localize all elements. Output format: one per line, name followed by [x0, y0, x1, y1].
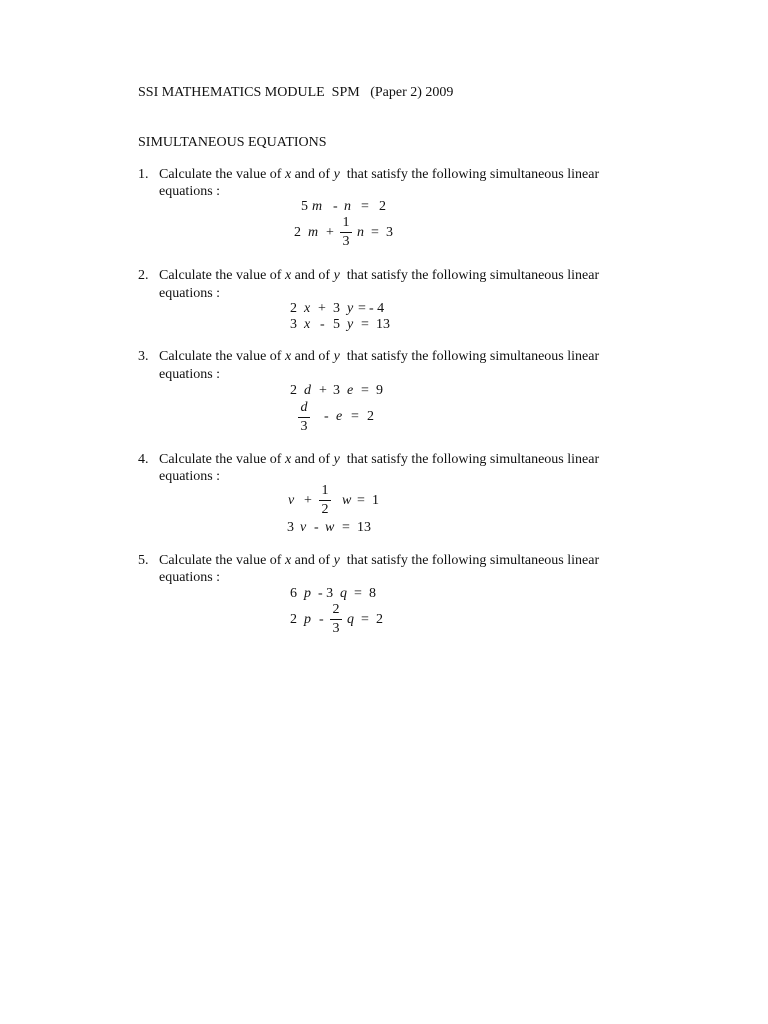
question-text-continued: equations : — [159, 570, 221, 585]
question-text: Calculate the value of x and of y that satisfy the following simultaneous linear — [159, 553, 600, 568]
question-text: Calculate the value of x and of y that satisfy the following simultaneous linear — [159, 268, 600, 283]
question-number: 2. — [138, 268, 149, 283]
section-title: SIMULTANEOUS EQUATIONS — [138, 135, 327, 150]
question-text-continued: equations : — [159, 367, 221, 382]
document-header: SSI MATHEMATICS MODULE SPM (Paper 2) 2009 — [138, 85, 454, 100]
question-text: Calculate the value of x and of y that satisfy the following simultaneous linear — [159, 167, 600, 182]
question-number: 3. — [138, 349, 149, 364]
document-page: SSI MATHEMATICS MODULE SPM (Paper 2) 2009 SIMULTANEOUS EQUATIONS 1. Calculate the value of x and of y that satisfy the following simultaneous linear equations : 5 m - n = 2 2 m + 1 3 n = 3 2. Calculate the value of x and of y that satisfy the following simultaneous linear equations : 2 x + 3 y = - 4 3 x - 5 y = 13 3. Calculate the value of x and of y that satisfy the following simultaneous linear equations : 2 d + 3 e = 9 d 3 - e = 2 4. Calculate the value of x and of y that satisfy the following simultaneous linear equations : v + 1 2 w = 1 3 v - w = 13 5. Calculate the value of x and of y that satisfy the following simultaneous linear equations : 6 p - 3 q = 8 2 p - 2 3 q = 2 — [138, 85, 600, 636]
question-text-continued: equations : — [159, 469, 221, 484]
question-text: Calculate the value of x and of y that satisfy the following simultaneous linear — [159, 349, 600, 364]
question-number: 1. — [138, 167, 149, 182]
question-number: 5. — [138, 553, 149, 568]
question-number: 4. — [138, 452, 149, 467]
question-text: Calculate the value of x and of y that satisfy the following simultaneous linear — [159, 452, 600, 467]
question-text-continued: equations : — [159, 286, 221, 301]
question-text-continued: equations : — [159, 184, 221, 199]
